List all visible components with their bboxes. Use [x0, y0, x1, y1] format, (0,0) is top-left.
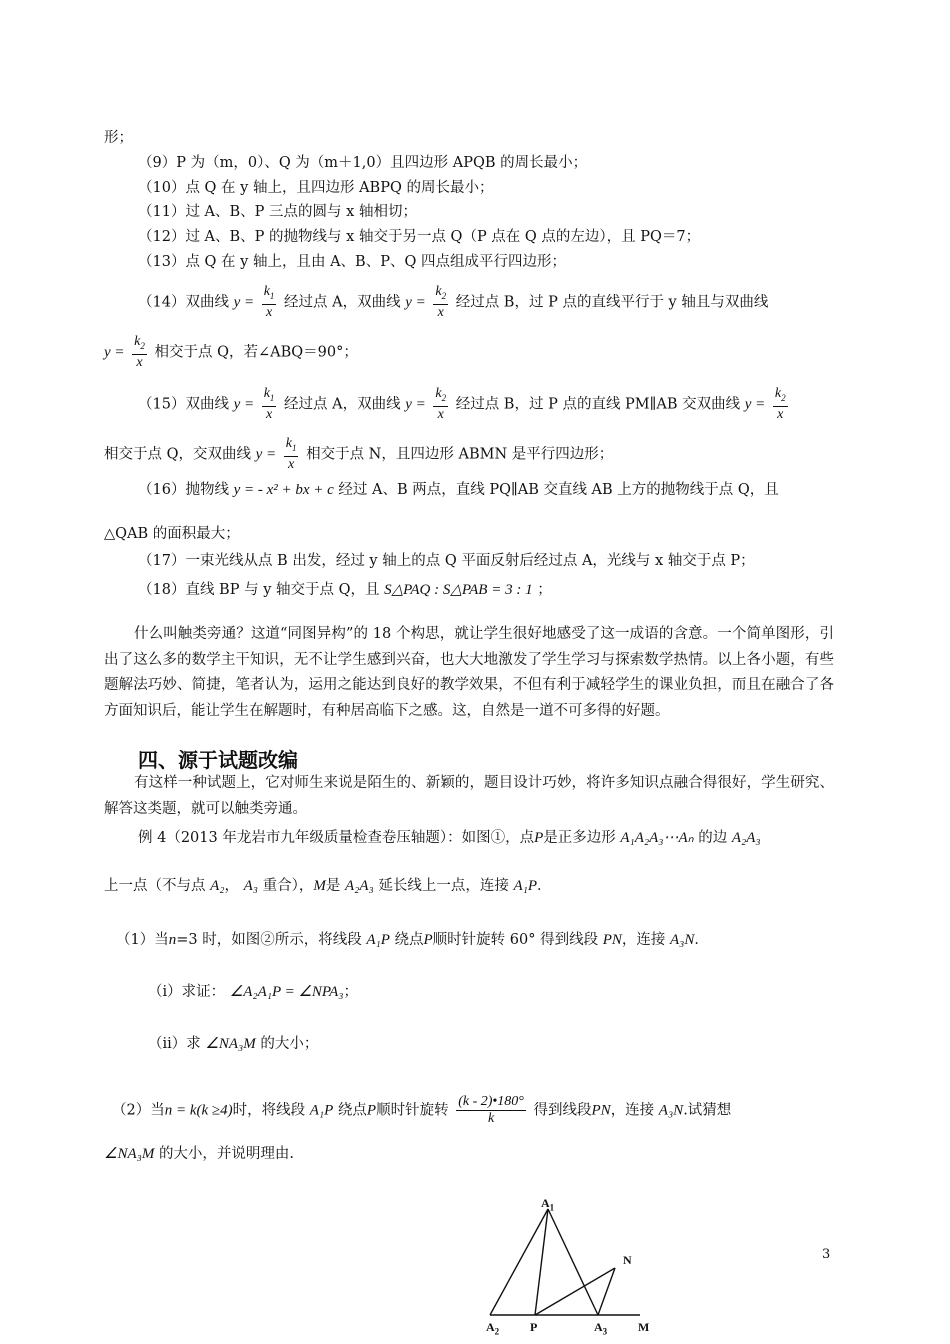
segment-p-n [535, 1268, 615, 1315]
text-line [148, 982, 878, 1002]
fraction-k2-x [773, 386, 788, 423]
frac-num: k [435, 284, 442, 299]
frac-num: k [263, 284, 270, 299]
math-y: y = [255, 446, 277, 463]
text-line [148, 1034, 878, 1054]
frac-num-sub: 1 [269, 392, 275, 403]
frac-num: k [774, 386, 782, 401]
text-span: （i）求证： [148, 984, 226, 1000]
label-m: M [638, 1320, 650, 1334]
math-angle: ∠NA₃M [104, 1146, 155, 1162]
math-polygon: A₁A₂A₃⋯Aₙ [620, 830, 694, 846]
label-sub: 2 [494, 1326, 500, 1337]
math-var: P [534, 830, 544, 846]
math-var: A₂ [210, 878, 225, 894]
text-span: 的大小； [260, 1036, 319, 1052]
text-span: 得到线段 [533, 1102, 592, 1119]
text-line: 形； [104, 130, 133, 146]
label-text: A [541, 1196, 550, 1210]
text-span: 经过 A、B 两点，直线 PQ∥AB 交直线 AB 上方的抛物线于点 Q，且 [338, 482, 779, 498]
label-text: A [594, 1320, 603, 1334]
text-span: （14）双曲线 [138, 294, 229, 311]
label-n: N [623, 1253, 632, 1267]
math-y: y = [744, 396, 766, 413]
label-a1 [541, 1196, 554, 1212]
text-span: 相交于点 Q，若∠ABQ＝90°； [154, 344, 358, 361]
frac-num-sub: 2 [441, 290, 447, 301]
math-var: P [366, 1102, 377, 1119]
text-span: 例 4（2013 年龙岩市九年级质量检查卷压轴题）：如图①，点 [138, 830, 535, 846]
label-p: P [530, 1320, 538, 1334]
text-line [112, 1094, 842, 1127]
frac-den: x [437, 304, 444, 320]
text-span: 的边 [698, 830, 728, 846]
text-span: =3 时，如图②所示，将线段 [176, 932, 362, 948]
text-span: 相交于点 N，且四边形 ABMN 是平行四边形； [306, 446, 614, 463]
math-y: y = [405, 396, 426, 413]
text-span: ， [224, 878, 239, 894]
text-span: 的大小，并说明理由. [158, 1146, 295, 1162]
math-var: M [313, 878, 326, 894]
math-var: A₃N [658, 1102, 684, 1119]
frac-num: k [435, 386, 442, 401]
fraction-k1-x [284, 436, 299, 473]
text-span: 经过点 A，双曲线 [284, 396, 401, 413]
text-span: 绕点 [394, 932, 424, 948]
text-line [104, 876, 834, 896]
math-cond: n = k(k ≥4) [164, 1102, 233, 1119]
math-var: n [168, 932, 177, 948]
text-line [104, 436, 834, 473]
math-angle-eq: ∠A₂A₁P = ∠NPA₃ [229, 984, 344, 1000]
text-span: ． [537, 878, 552, 894]
text-span: .试猜想 [683, 1102, 732, 1119]
text-line: △QAB 的面积最大； [104, 526, 240, 542]
frac-den: x [437, 406, 444, 422]
math-side: A₂A₃ [731, 830, 761, 846]
text-span: 相交于点 Q，交双曲线 [104, 446, 251, 463]
text-span: （15）双曲线 [138, 396, 229, 413]
frac-den: x [136, 354, 143, 370]
text-span: ； [537, 582, 552, 598]
text-span: 顺时针旋转 60° 得到线段 [432, 932, 599, 948]
math-var: A₁P [513, 878, 537, 894]
math-var: P [423, 932, 433, 948]
text-span: （1）当 [116, 932, 169, 948]
frac-den: x [288, 456, 295, 472]
text-line [138, 580, 868, 600]
label-a3 [594, 1320, 607, 1336]
math-var: A₁P [309, 1102, 334, 1119]
paragraph: 有这样一种试题上，它对师生来说是陌生的、新颖的，题目设计巧妙，将许多知识点融合得很好，学生研究、解答这类题，就可以触类旁通。 [104, 775, 834, 817]
segment-n-a3 [598, 1268, 615, 1315]
text-line: （12）过 A、B、P 的抛物线与 x 轴交于另一点 Q（P 点在 Q 点的左边），且 PQ＝7； [138, 229, 701, 245]
text-line [116, 930, 846, 950]
frac-den: x [265, 304, 273, 320]
math-area-ratio: S△PAQ : S△PAB = 3 : 1 [384, 582, 533, 598]
frac-num-sub: 2 [781, 392, 786, 403]
geometry-figure [480, 1195, 680, 1325]
frac-num-sub: 2 [441, 392, 447, 403]
math-var: PN [591, 1102, 611, 1119]
math-angle: ∠NA₃M [205, 1036, 256, 1052]
text-line [104, 334, 834, 371]
frac-num-sub: 2 [140, 340, 145, 351]
text-span: 经过点 B，过 P 点的直线 PM∥AB 交双曲线 [455, 396, 741, 413]
side-a2-a1 [490, 1209, 548, 1315]
text-line: （13）点 Q 在 y 轴上，且由 A、B、P、Q 四点组成平行四边形； [138, 254, 566, 270]
section-heading: 四、源于试题改编 [138, 748, 298, 772]
text-span: ，连接 [610, 1102, 655, 1119]
fraction-k1-x [262, 284, 277, 321]
text-span: 上一点（不与点 [104, 878, 206, 894]
math-var: A₂A₃ [344, 878, 374, 894]
text-line: （10）点 Q 在 y 轴上，且四边形 ABPQ 的周长最小； [138, 180, 494, 196]
label-a2 [486, 1320, 499, 1336]
text-span: 是 [325, 878, 341, 894]
frac-num-sub: 1 [291, 442, 297, 453]
text-span: ． [694, 932, 709, 948]
text-span: （2）当 [112, 1102, 165, 1119]
text-line: （9）P 为（m，0）、Q 为（m＋1,0）且四边形 APQB 的周长最小； [138, 155, 588, 171]
text-line: （17）一束光线从点 B 出发，经过 y 轴上的点 Q 平面反射后经过点 A，光线与 x 轴交于点 P； [138, 553, 755, 569]
math-var: A₁P [366, 932, 390, 948]
text-span: 顺时针旋转 [376, 1102, 449, 1119]
math-parabola: y = - x² + bx + c [233, 482, 334, 498]
page-number: 3 [822, 1247, 831, 1262]
fraction-k1-x [262, 386, 277, 423]
text-line: （11）过 A、B、P 三点的圆与 x 轴相切； [138, 204, 417, 220]
text-span: 延长线上一点，连接 [378, 878, 509, 894]
math-y: y = [233, 396, 255, 413]
frac-num: (k - 2)•180° [458, 1094, 524, 1109]
text-span: 经过点 B，过 P 点的直线平行于 y 轴且与双曲线 [455, 294, 769, 311]
fraction-k2-x [433, 386, 448, 423]
text-span: （18）直线 BP 与 y 轴交于点 Q，且 [138, 582, 380, 598]
math-var: A₃ [243, 878, 258, 894]
frac-den: x [265, 406, 273, 422]
text-line [138, 386, 868, 423]
text-line [104, 1144, 834, 1164]
frac-den: x [777, 406, 784, 422]
frac-den: k [487, 1111, 495, 1126]
text-span: 经过点 A，双曲线 [284, 294, 401, 311]
math-y: y = [405, 294, 426, 311]
label-text: A [486, 1320, 495, 1334]
math-y: y = [104, 344, 125, 361]
frac-num: k [285, 436, 292, 451]
math-y: y = [233, 294, 255, 311]
math-var: PN [602, 932, 622, 948]
side-a1-a3 [548, 1209, 598, 1315]
text-span: 绕点 [337, 1102, 367, 1119]
text-line [138, 480, 868, 500]
text-line [138, 828, 868, 848]
text-span: 时，将线段 [232, 1102, 306, 1119]
label-sub: 3 [602, 1326, 608, 1337]
text-span: ； [343, 984, 359, 1000]
frac-num-sub: 1 [269, 290, 275, 301]
math-var: A₃N [669, 932, 695, 948]
frac-num: k [134, 334, 141, 349]
segment-a1-p [535, 1209, 548, 1315]
frac-num: k [263, 386, 270, 401]
text-span: 是正多边形 [543, 830, 616, 846]
fraction-k2-x [433, 284, 448, 321]
text-span: ，连接 [621, 932, 666, 948]
text-line [138, 284, 868, 321]
text-span: （ii）求 [148, 1036, 201, 1052]
paragraph: 什么叫触类旁通？这道“同图异构”的 18 个构思，就让学生很好地感受了这一成语的含意。一个简单图形，引出了这么多的数学主干知识，无不让学生感到兴奋，也大大地激发了学生学习与探索数学热情。以上各小题，有些题解法巧妙、简捷，笔者认为，运用之能达到良好的教学效果，不但有利于减轻学生的课业负担，而且在融合了各方面知识后，能让学生在解题时，有种居高临下之感。这，自然是一道不可多得的好题。 [104, 626, 834, 719]
text-span: （16）抛物线 [138, 482, 229, 498]
text-span: 重合）， [262, 878, 314, 894]
fraction-k2-x [132, 334, 147, 371]
label-sub: 1 [549, 1202, 555, 1213]
fraction-rotation-angle [456, 1094, 526, 1127]
